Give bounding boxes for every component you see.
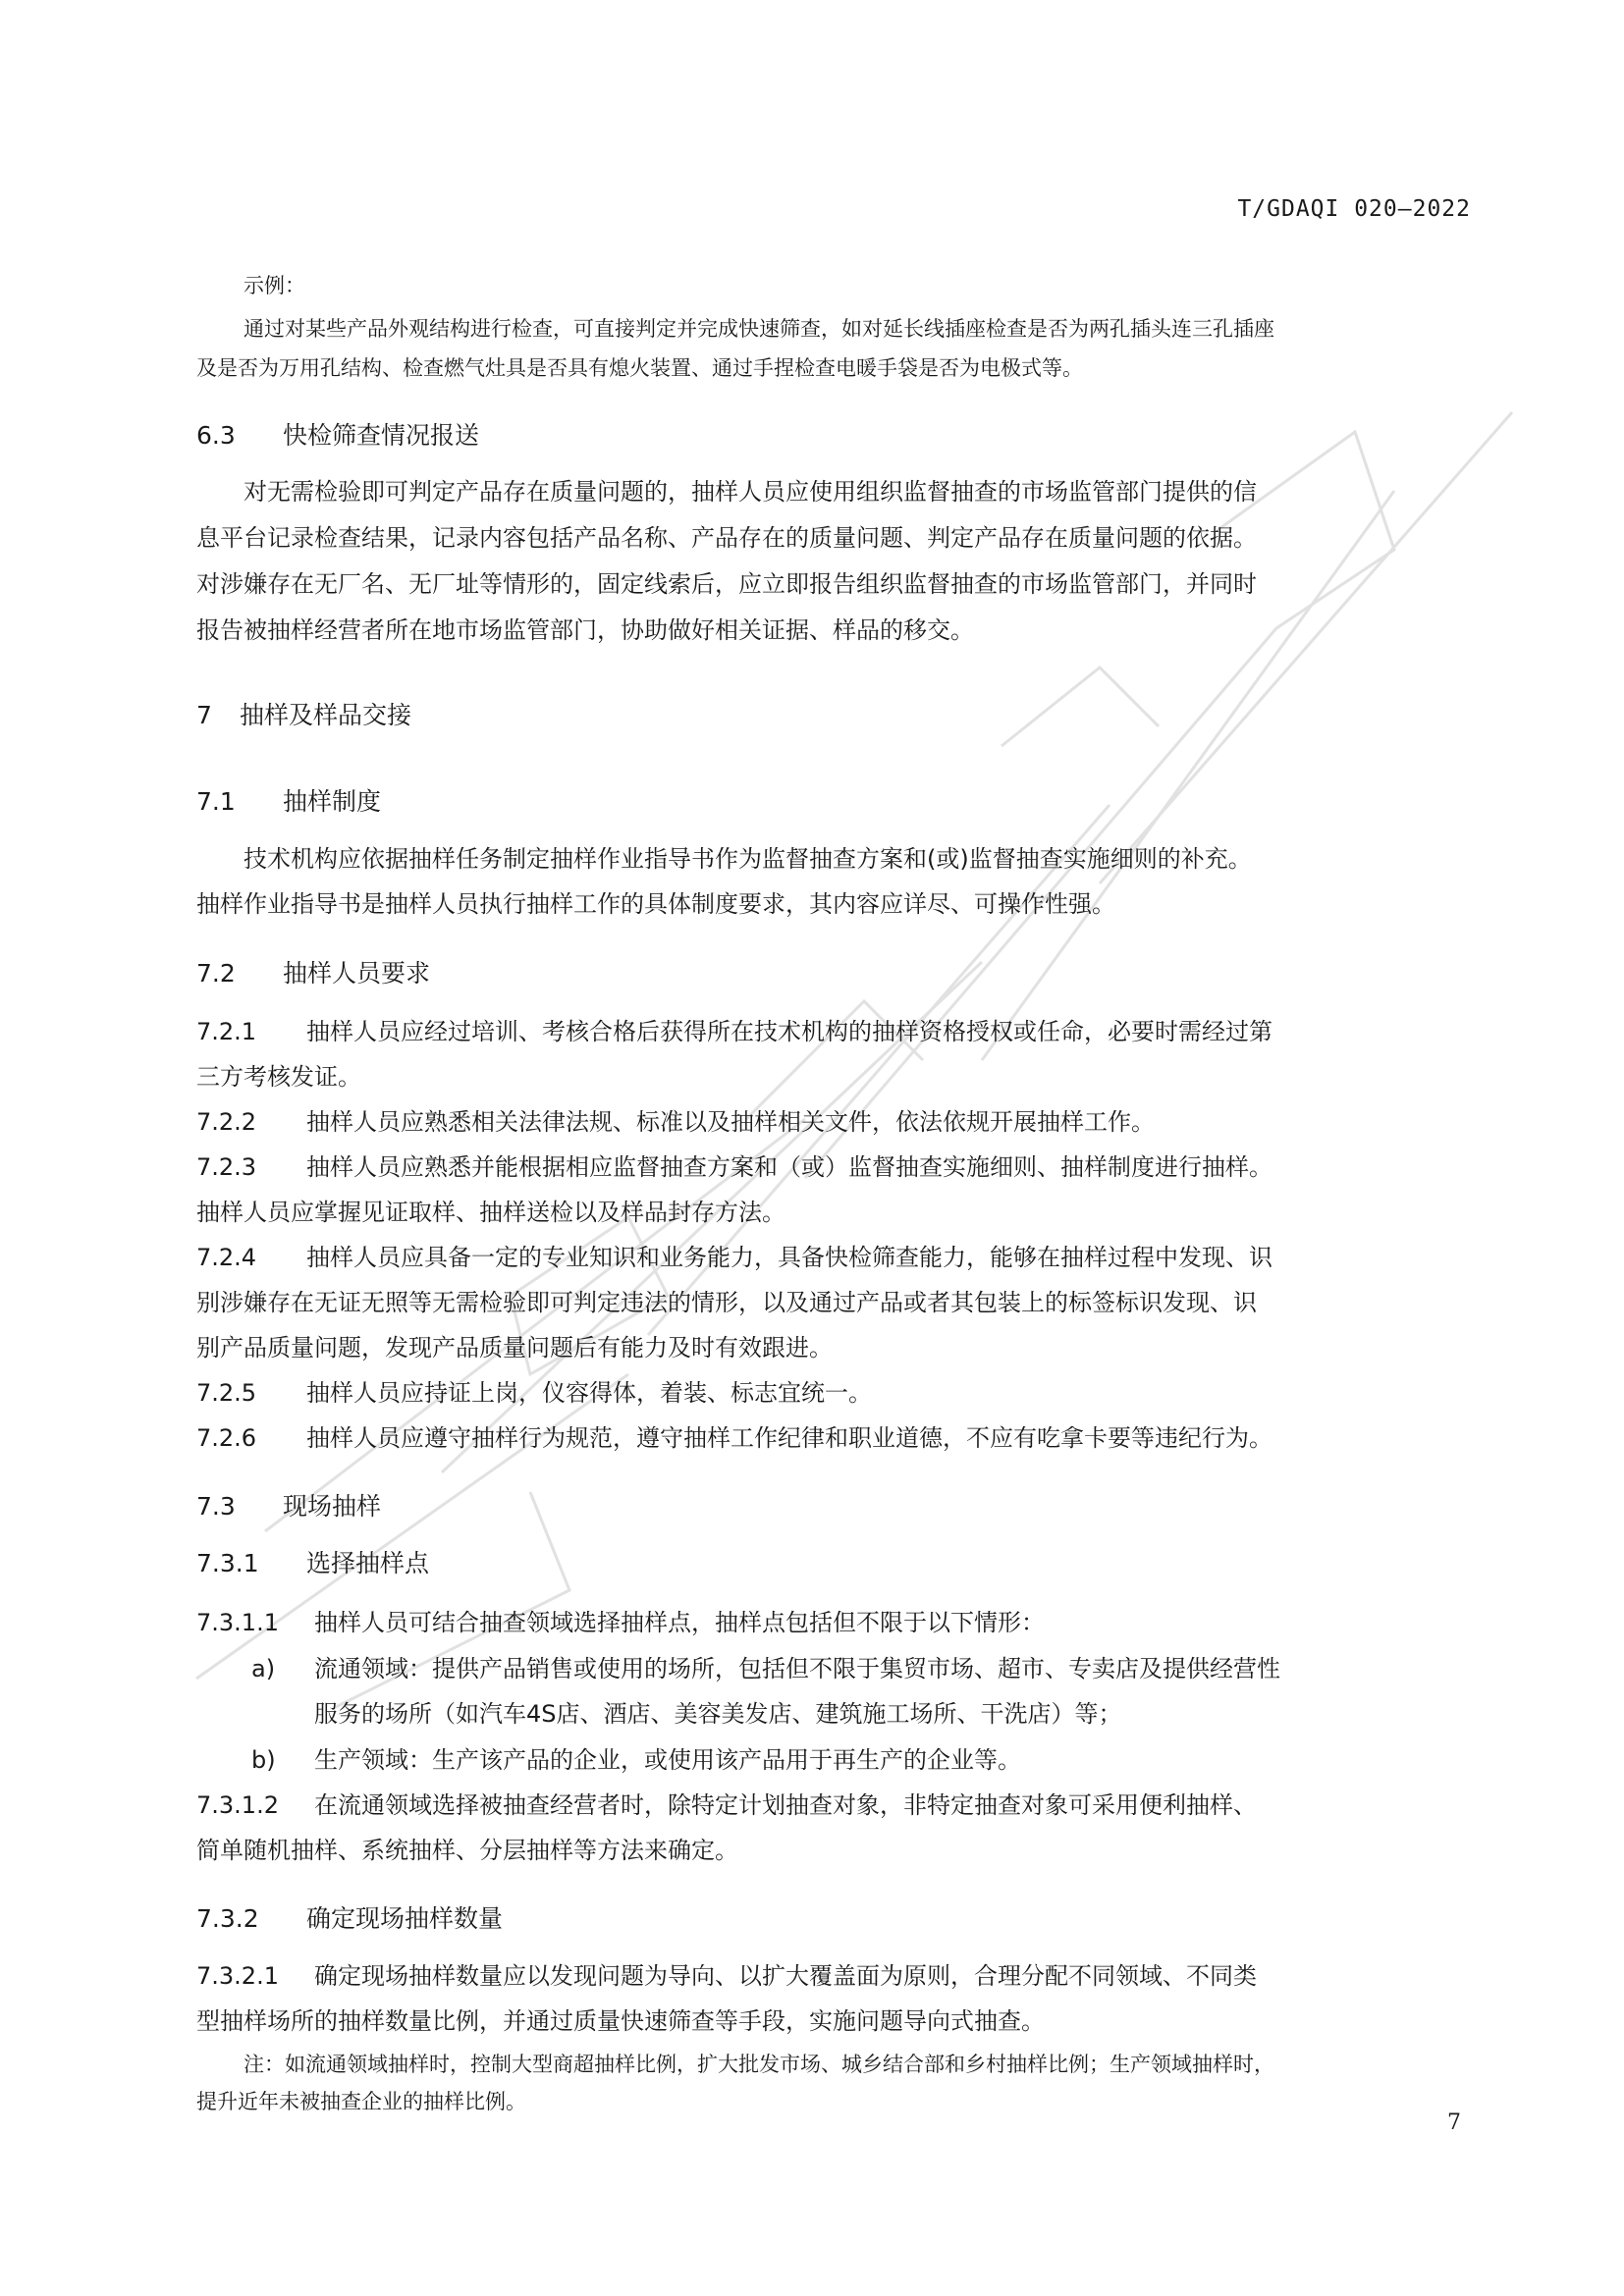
section-number: 7.1 xyxy=(196,787,236,816)
section-title: 确定现场抽样数量 xyxy=(306,1904,504,1933)
note-text: 如流通领域抽样时，控制大型商超抽样比例，扩大批发市场、城乡结合部和乡村抽样比例；生产领域抽样时， xyxy=(285,2053,1274,2076)
section-heading-6-3 xyxy=(196,419,1473,453)
clause-7-2-1 xyxy=(196,1015,1473,1048)
example-label: 示例： xyxy=(244,274,305,297)
clause-7-3-2-1 xyxy=(196,1959,1473,1993)
list-text: 流通领域：提供产品销售或使用的场所，包括但不限于集贸市场、超市、专卖店及提供经营性 xyxy=(314,1655,1280,1682)
clause-7-3-1-1 xyxy=(196,1606,1473,1639)
note xyxy=(244,2048,1520,2081)
section-heading-7-3-2 xyxy=(196,1902,1473,1936)
clause-7-3-2-1-cont: 型抽样场所的抽样数量比例，并通过质量快速筛查等手段，实施问题导向式抽查。 xyxy=(196,2007,1045,2035)
clause-text: 在流通领域选择被抽查经营者时，除特定计划抽查对象，非特定抽查对象可采用便利抽样、 xyxy=(314,1791,1257,1819)
section-heading-7 xyxy=(196,699,1473,732)
example-line-1: 通过对某些产品外观结构进行检查，可直接判定并完成快速筛查，如对延长线插座检查是否为两孔插头连三孔插座 xyxy=(244,317,1274,341)
section-number: 7.3.1 xyxy=(196,1549,259,1577)
s7-1-line-2: 抽样作业指导书是抽样人员执行抽样工作的具体制度要求，其内容应详尽、可操作性强。 xyxy=(196,890,1115,918)
clause-7-2-2 xyxy=(196,1105,1473,1139)
clause-number: 7.3.1.1 xyxy=(196,1609,279,1636)
list-item-a xyxy=(251,1652,1528,1685)
section-number: 7 xyxy=(196,701,212,729)
clause-text: 抽样人员应经过培训、考核合格后获得所在技术机构的抽样资格授权或任命，必要时需经过第 xyxy=(306,1018,1272,1045)
clause-text: 抽样人员应熟悉并能根据相应监督抽查方案和（或）监督抽查实施细则、抽样制度进行抽样。 xyxy=(306,1153,1272,1181)
clause-number: 7.2.1 xyxy=(196,1018,257,1045)
clause-7-2-3 xyxy=(196,1150,1473,1184)
clause-number: 7.3.1.2 xyxy=(196,1791,279,1819)
clause-number: 7.2.4 xyxy=(196,1244,257,1271)
list-marker: a) xyxy=(251,1655,276,1682)
list-item-b xyxy=(251,1743,1528,1777)
section-title: 选择抽样点 xyxy=(306,1549,430,1577)
clause-text: 确定现场抽样数量应以发现问题为导向、以扩大覆盖面为原则，合理分配不同领域、不同类 xyxy=(314,1962,1257,1990)
example-line-2: 及是否为万用孔结构、检查燃气灶具是否具有熄火装置、通过手捏检查电暖手袋是否为电极式等。 xyxy=(196,356,1083,380)
clause-text: 抽样人员应持证上岗，仪容得体，着装、标志宜统一。 xyxy=(306,1379,872,1407)
section-heading-7-3 xyxy=(196,1490,1473,1523)
s6-3-line-3: 对涉嫌存在无厂名、无厂址等情形的，固定线索后，应立即报告组织监督抽查的市场监管部门，并同时 xyxy=(196,570,1257,598)
section-heading-7-1 xyxy=(196,785,1473,819)
clause-text: 抽样人员应具备一定的专业知识和业务能力，具备快检筛查能力，能够在抽样过程中发现、识 xyxy=(306,1244,1272,1271)
clause-7-2-4-cont-2: 别产品质量问题，发现产品质量问题后有能力及时有效跟进。 xyxy=(196,1334,833,1362)
document-number: T/GDAQI 020—2022 xyxy=(1237,196,1471,222)
clause-7-2-5 xyxy=(196,1376,1473,1410)
clause-number: 7.3.2.1 xyxy=(196,1962,279,1990)
section-title: 抽样制度 xyxy=(283,787,382,816)
note-cont: 提升近年未被抽查企业的抽样比例。 xyxy=(196,2090,526,2113)
section-heading-7-3-1 xyxy=(196,1547,1473,1580)
s6-3-line-1: 对无需检验即可判定产品存在质量问题的，抽样人员应使用组织监督抽查的市场监管部门提供的信 xyxy=(244,478,1257,506)
clause-7-2-3-cont: 抽样人员应掌握见证取样、抽样送检以及样品封存方法。 xyxy=(196,1199,785,1226)
section-number: 7.3 xyxy=(196,1492,236,1521)
s6-3-line-2: 息平台记录检查结果，记录内容包括产品名称、产品存在的质量问题、判定产品存在质量问题的依据。 xyxy=(196,524,1257,552)
section-heading-7-2 xyxy=(196,957,1473,990)
clause-number: 7.2.5 xyxy=(196,1379,257,1407)
clause-7-2-4-cont-1: 别涉嫌存在无证无照等无需检验即可判定违法的情形，以及通过产品或者其包装上的标签标识发现、识 xyxy=(196,1289,1257,1316)
s7-1-line-1: 技术机构应依据抽样任务制定抽样作业指导书作为监督抽查方案和(或)监督抽查实施细则的补充。 xyxy=(244,845,1252,873)
note-label: 注： xyxy=(244,2053,285,2076)
clause-text: 抽样人员应熟悉相关法律法规、标准以及抽样相关文件，依法依规开展抽样工作。 xyxy=(306,1108,1155,1136)
clause-7-2-4 xyxy=(196,1241,1473,1274)
list-marker: b) xyxy=(251,1746,276,1774)
section-title: 现场抽样 xyxy=(283,1492,382,1521)
section-title: 快检筛查情况报送 xyxy=(283,421,480,450)
clause-number: 7.2.3 xyxy=(196,1153,257,1181)
s6-3-line-4: 报告被抽样经营者所在地市场监管部门，协助做好相关证据、样品的移交。 xyxy=(196,616,974,644)
section-title: 抽样人员要求 xyxy=(283,959,431,988)
list-item-a-cont: 服务的场所（如汽车4S店、酒店、美容美发店、建筑施工场所、干洗店）等； xyxy=(314,1700,1122,1728)
page-number: 7 xyxy=(1447,2110,1461,2135)
clause-text: 抽样人员可结合抽查领域选择抽样点，抽样点包括但不限于以下情形： xyxy=(314,1609,1045,1636)
section-title: 抽样及样品交接 xyxy=(240,701,412,729)
clause-7-3-1-2 xyxy=(196,1789,1473,1822)
clause-number: 7.2.6 xyxy=(196,1424,257,1452)
section-number: 6.3 xyxy=(196,421,236,450)
clause-number: 7.2.2 xyxy=(196,1108,257,1136)
section-number: 7.2 xyxy=(196,959,236,988)
clause-7-2-6 xyxy=(196,1421,1473,1455)
list-text: 生产领域：生产该产品的企业，或使用该产品用于再生产的企业等。 xyxy=(314,1746,1021,1774)
section-number: 7.3.2 xyxy=(196,1904,259,1933)
clause-text: 抽样人员应遵守抽样行为规范，遵守抽样工作纪律和职业道德，不应有吃拿卡要等违纪行为。 xyxy=(306,1424,1272,1452)
clause-7-2-1-cont: 三方考核发证。 xyxy=(196,1063,361,1091)
clause-7-3-1-2-cont: 简单随机抽样、系统抽样、分层抽样等方法来确定。 xyxy=(196,1837,738,1864)
